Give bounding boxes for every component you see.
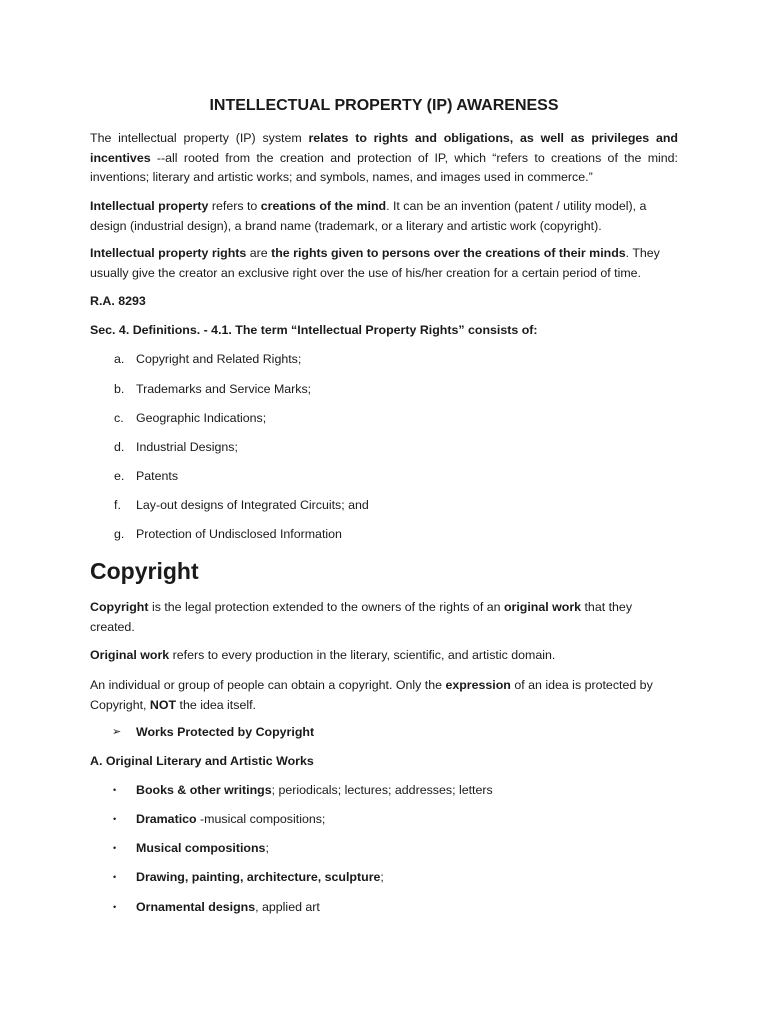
list-item-rest: ; periodicals; lectures; addresses; letters <box>271 783 493 797</box>
list-item-text <box>136 868 384 887</box>
ip-system-bold-1: relates to rights and obligations, as well as privileges and incentives <box>90 131 678 165</box>
bullet-icon: • <box>113 785 117 795</box>
original-work-paragraph <box>90 646 678 666</box>
list-item-text: Trademarks and Service Marks; <box>136 382 312 396</box>
ip-system-text-1: The intellectual property (IP) system <box>90 131 309 145</box>
list-item-bold: Books & other writings <box>136 783 272 797</box>
section-a-heading: A. Original Literary and Artistic Works <box>90 754 314 768</box>
list-item-text: Protection of Undisclosed Information <box>136 527 342 541</box>
expression-text-2: of an idea is protected by Copyright, <box>90 678 653 712</box>
list-item-bold: Drawing, painting, architecture, sculpture <box>136 870 381 884</box>
ra-label: R.A. 8293 <box>90 294 146 308</box>
document-title: INTELLECTUAL PROPERTY (IP) AWARENESS <box>209 97 559 114</box>
list-item-text: Copyright and Related Rights; <box>136 352 302 366</box>
list-item-text <box>136 898 320 917</box>
copyright-text-2: that they created. <box>90 600 633 634</box>
section-definition: Sec. 4. Definitions. - 4.1. The term “Intellectual Property Rights” consists of: <box>90 323 538 337</box>
list-item-bold: Dramatico <box>136 812 197 826</box>
ip-definition-text-1: refers to <box>208 199 261 213</box>
expression-bold-1: expression <box>445 678 511 692</box>
ip-system-text-2: --all rooted from the creation and protection of IP, which “refers to creations of the mind: inventions; literary and artistic works; and symbols, names, and images used in commerce.” <box>90 150 678 184</box>
copyright-text-1: is the legal protection extended to the owners of the rights of an <box>148 600 504 614</box>
list-item-text <box>136 810 325 829</box>
list-item-text <box>136 839 269 858</box>
bullet-icon: • <box>113 843 117 853</box>
ip-system-paragraph <box>90 129 678 188</box>
copyright-bold-2: original work <box>503 600 582 614</box>
list-marker: d. <box>114 440 125 454</box>
arrow-bullet-icon: ➢ <box>112 726 122 738</box>
list-item-rest: , applied art <box>255 900 320 914</box>
bullet-icon: • <box>113 872 117 882</box>
ip-definition-bold-2: creations of the mind <box>260 199 387 213</box>
list-marker: e. <box>114 469 125 483</box>
list-marker: f. <box>114 498 121 512</box>
list-item-rest: ; <box>380 870 384 884</box>
ip-rights-text-2: . They usually give the creator an exclusive right over the use of his/her creation for a certain period of time. <box>90 246 660 280</box>
list-item-text: Lay-out designs of Integrated Circuits; and <box>136 498 369 512</box>
ip-rights-bold-2: the rights given to persons over the creations of their minds <box>271 246 626 260</box>
ip-definition-bold-1: Intellectual property <box>90 199 209 213</box>
list-item-rest: ; <box>265 841 269 855</box>
copyright-bold-1: Copyright <box>90 600 149 614</box>
list-item-rest: -musical compositions; <box>196 812 326 826</box>
copyright-heading: Copyright <box>90 558 199 584</box>
ip-rights-paragraph <box>90 244 678 283</box>
ip-rights-text-1: are <box>246 246 272 260</box>
original-work-bold: Original work <box>90 648 170 662</box>
list-marker: a. <box>114 352 125 366</box>
expression-text-1: An individual or group of people can obtain a copyright. Only the <box>90 678 446 692</box>
list-marker: g. <box>114 527 125 541</box>
list-item-bold: Ornamental designs <box>136 900 256 914</box>
ip-definition-text-2: . It can be an invention (patent / utility model), a design (industrial design), a brand name (trademark, or a literary and artistic work (copyright). <box>90 199 647 233</box>
works-protected-label: Works Protected by Copyright <box>136 725 315 739</box>
list-item-text: Patents <box>136 469 179 483</box>
list-marker: b. <box>114 382 125 396</box>
list-item-text: Geographic Indications; <box>136 411 267 425</box>
list-marker: c. <box>114 411 124 425</box>
copyright-paragraph <box>90 598 678 637</box>
bullet-icon: • <box>113 814 117 824</box>
list-item-text: Industrial Designs; <box>136 440 238 454</box>
expression-paragraph <box>90 676 678 715</box>
expression-text-3: the idea itself. <box>176 697 256 712</box>
list-item-text <box>136 781 493 800</box>
ip-definition-paragraph <box>90 197 678 236</box>
bullet-icon: • <box>113 902 117 912</box>
list-item-bold: Musical compositions <box>136 841 266 855</box>
ip-rights-bold-1: Intellectual property rights <box>90 246 247 260</box>
expression-bold-2: NOT <box>149 697 177 712</box>
original-work-text: refers to every production in the literary, scientific, and artistic domain. <box>169 648 556 662</box>
